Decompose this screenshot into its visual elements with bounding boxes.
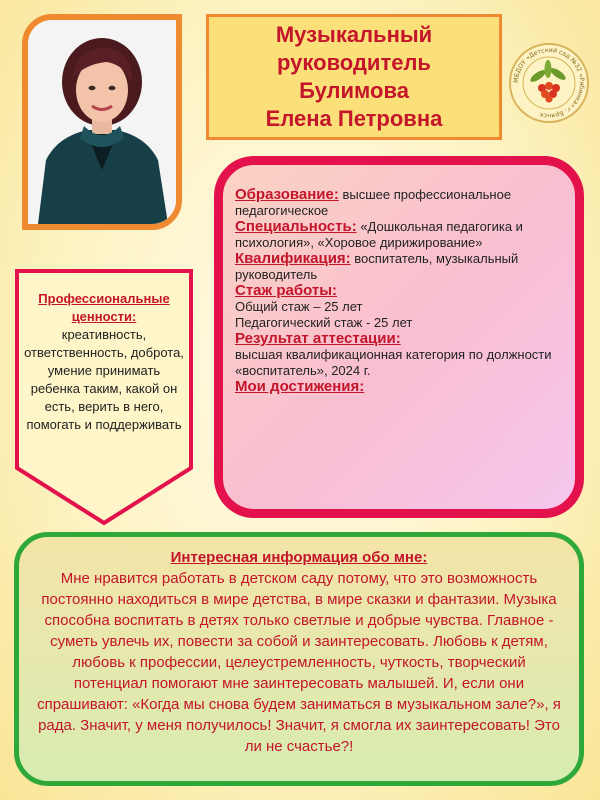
qualification-label: Квалификация: (235, 250, 351, 267)
achievements-label: Мои достижения: (235, 378, 365, 395)
interesting-info-panel (14, 532, 584, 786)
portrait-photo (22, 14, 182, 230)
interest-text: Мне нравится работать в детском саду потому, что это возможность постоянно находиться в мире детства, в мире сказки и фантазии. Музыка способна воспитать в детях только светлые и добрые чувства. Главное - суметь увлечь их, повести за собой и заинтересовать. Любовь к детям, любовь к профессии, целеустремленность, чуткость, творческий потенциал помогают мне заинтересовать малышей. И, если они спрашивают: «Когда мы снова будем заниматься в музыкальном зале?», я рада. Значит, у меня получилось! Значит, я смогла их заинтересовать! Это ли не счастье?! (37, 570, 561, 755)
professional-values-panel (14, 268, 194, 526)
experience-label: Стаж работы: (235, 282, 338, 299)
kindergarten-seal-logo (508, 42, 590, 124)
attestation-label: Результат аттестации: (235, 330, 401, 347)
info-panel (214, 156, 584, 518)
attestation-line (235, 331, 563, 379)
education-line (235, 187, 563, 219)
specialty-value: «Дошкольная педагогика и психология», «Хоровое дирижирование» (235, 219, 523, 250)
portrait-image (28, 20, 176, 224)
qualification-line (235, 251, 563, 283)
values-heading: Профессиональные ценности: (38, 291, 170, 324)
education-label: Образование: (235, 186, 339, 203)
achievements-line (235, 379, 563, 395)
interest-heading: Интересная информация обо мне: (170, 549, 428, 566)
specialty-line (235, 219, 563, 251)
title-box (206, 14, 502, 140)
values-text: креативность, ответственность, доброта, умение принимать ребенка таким, какой он есть, верить в него, помогать и поддерживать (24, 327, 184, 432)
page-title: Музыкальный руководитель Булимова Елена Петровна (265, 22, 443, 131)
experience-ped: Педагогический стаж - 25 лет (235, 315, 413, 330)
qualification-value: воспитатель, музыкальный руководитель (235, 251, 519, 282)
education-value: высшее профессиональное педагогическое (235, 187, 512, 218)
experience-total: Общий стаж – 25 лет (235, 299, 363, 314)
specialty-label: Специальность: (235, 218, 357, 235)
experience-line (235, 283, 563, 331)
svg-text:МБДОУ «Детский сад №32 «Рябинк: МБДОУ «Детский сад №32 «Рябинка» г. Брянск (512, 46, 586, 120)
attestation-value: высшая квалификационная категория по должности «воспитатель», 2024 г. (235, 347, 552, 378)
